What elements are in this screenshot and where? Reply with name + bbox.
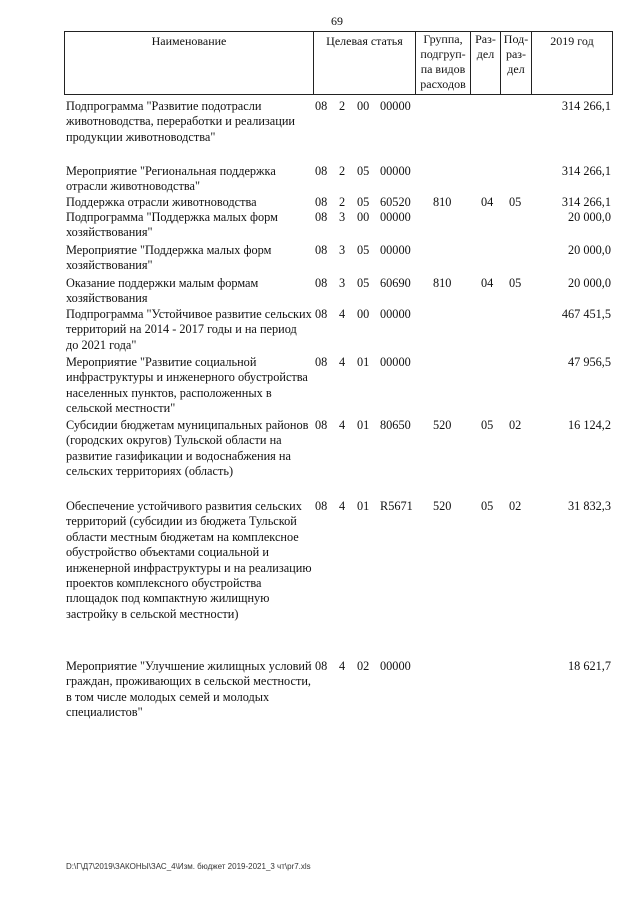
code-event: 02 (357, 659, 370, 673)
amount-2019: 18 621,7 (567, 659, 611, 673)
code-event: 05 (357, 164, 370, 178)
section-code: 04 (481, 276, 494, 290)
code-program: 08 (315, 307, 328, 321)
code-subprogram: 4 (339, 307, 346, 321)
code-event: 01 (357, 499, 370, 513)
code-subprogram: 2 (339, 164, 346, 178)
amount-2019: 314 266,1 (561, 99, 611, 113)
group-code: 810 (433, 276, 452, 290)
row-name: Обеспечение устойчивого развития сельских территорий (субсидии из бюджета Тульской области местным бюджетам на комплексное обустройство объектами социальной и инженерной инфраструктуры и на реализацию проектов комплексного обустройства площадок под компактную жилищную застройку в сельской местности) (66, 499, 312, 621)
code-subprogram: 3 (339, 276, 346, 290)
code-direction: 60520 (380, 195, 411, 209)
row-name: Поддержка отрасли животноводства (66, 195, 257, 209)
amount-2019: 20 000,0 (567, 210, 611, 224)
group-code: 520 (433, 418, 452, 432)
code-direction: 60690 (380, 276, 411, 290)
footer-file-path: D:\Г\Д7\2019\ЗАКОНЫ\ЗАС_4\Изм. бюджет 2019-2021_3 чт\pr7.xls (66, 862, 311, 871)
code-subprogram: 4 (339, 418, 346, 432)
row-name: Подпрограмма "Устойчивое развитие сельских территорий на 2014 - 2017 годы и на период до 2021 года" (66, 307, 312, 352)
code-program: 08 (315, 195, 328, 209)
section-code: 05 (481, 499, 494, 513)
code-program: 08 (315, 499, 328, 513)
code-subprogram: 2 (339, 99, 346, 113)
code-subprogram: 2 (339, 195, 346, 209)
row-name: Мероприятие "Региональная поддержка отрасли животноводства" (66, 164, 276, 194)
code-direction: 00000 (380, 355, 411, 369)
code-event: 00 (357, 99, 370, 113)
row-name: Оказание поддержки малым формам хозяйствования (66, 276, 259, 306)
code-program: 08 (315, 418, 328, 432)
page-number: 69 (331, 14, 343, 28)
amount-2019: 47 956,5 (567, 355, 611, 369)
row-name: Подпрограмма "Развитие подотрасли животноводства, переработки и реализации продукции животноводства" (66, 99, 295, 144)
header-name: Наименование (64, 31, 314, 95)
code-direction: R5671 (380, 499, 413, 513)
subsection-code: 05 (509, 276, 522, 290)
header-year: 2019 год (531, 31, 613, 95)
amount-2019: 467 451,5 (561, 307, 611, 321)
amount-2019: 20 000,0 (567, 243, 611, 257)
section-code: 04 (481, 195, 494, 209)
code-program: 08 (315, 210, 328, 224)
code-event: 05 (357, 276, 370, 290)
code-event: 01 (357, 418, 370, 432)
code-event: 05 (357, 243, 370, 257)
row-name: Мероприятие "Поддержка малых форм хозяйствования" (66, 243, 272, 273)
code-direction: 00000 (380, 210, 411, 224)
amount-2019: 314 266,1 (561, 195, 611, 209)
code-program: 08 (315, 276, 328, 290)
group-code: 520 (433, 499, 452, 513)
subsection-code: 05 (509, 195, 522, 209)
section-code: 05 (481, 418, 494, 432)
subsection-code: 02 (509, 418, 522, 432)
code-event: 00 (357, 307, 370, 321)
code-direction: 00000 (380, 659, 411, 673)
code-direction: 00000 (380, 307, 411, 321)
code-program: 08 (315, 355, 328, 369)
code-subprogram: 4 (339, 355, 346, 369)
header-section: Раз- дел (470, 31, 501, 95)
code-event: 01 (357, 355, 370, 369)
header-target-article: Целевая статья (313, 31, 416, 95)
amount-2019: 31 832,3 (567, 499, 611, 513)
header-group: Группа, подгруп- па видов расходов (415, 31, 471, 95)
code-subprogram: 4 (339, 499, 346, 513)
code-program: 08 (315, 164, 328, 178)
row-name: Субсидии бюджетам муниципальных районов (городских округов) Тульской области на развитие газификации и водоснабжения на сельских территориях (область) (66, 418, 309, 479)
code-event: 00 (357, 210, 370, 224)
code-direction: 00000 (380, 243, 411, 257)
code-direction: 00000 (380, 99, 411, 113)
code-direction: 80650 (380, 418, 411, 432)
code-event: 05 (357, 195, 370, 209)
amount-2019: 20 000,0 (567, 276, 611, 290)
code-direction: 00000 (380, 164, 411, 178)
code-program: 08 (315, 99, 328, 113)
amount-2019: 16 124,2 (567, 418, 611, 432)
code-program: 08 (315, 243, 328, 257)
row-name: Мероприятие "Развитие социальной инфраструктуры и инженерного обустройства населенных пунктов, расположенных в сельской местности" (66, 355, 308, 416)
code-subprogram: 4 (339, 659, 346, 673)
code-program: 08 (315, 659, 328, 673)
code-subprogram: 3 (339, 243, 346, 257)
row-name: Мероприятие "Улучшение жилищных условий граждан, проживающих в сельской местности, в том числе молодых семей и молодых специалистов" (66, 659, 312, 720)
subsection-code: 02 (509, 499, 522, 513)
row-name: Подпрограмма "Поддержка малых форм хозяйствования" (66, 210, 278, 240)
group-code: 810 (433, 195, 452, 209)
header-subsection: Под- раз- дел (500, 31, 532, 95)
amount-2019: 314 266,1 (561, 164, 611, 178)
code-subprogram: 3 (339, 210, 346, 224)
